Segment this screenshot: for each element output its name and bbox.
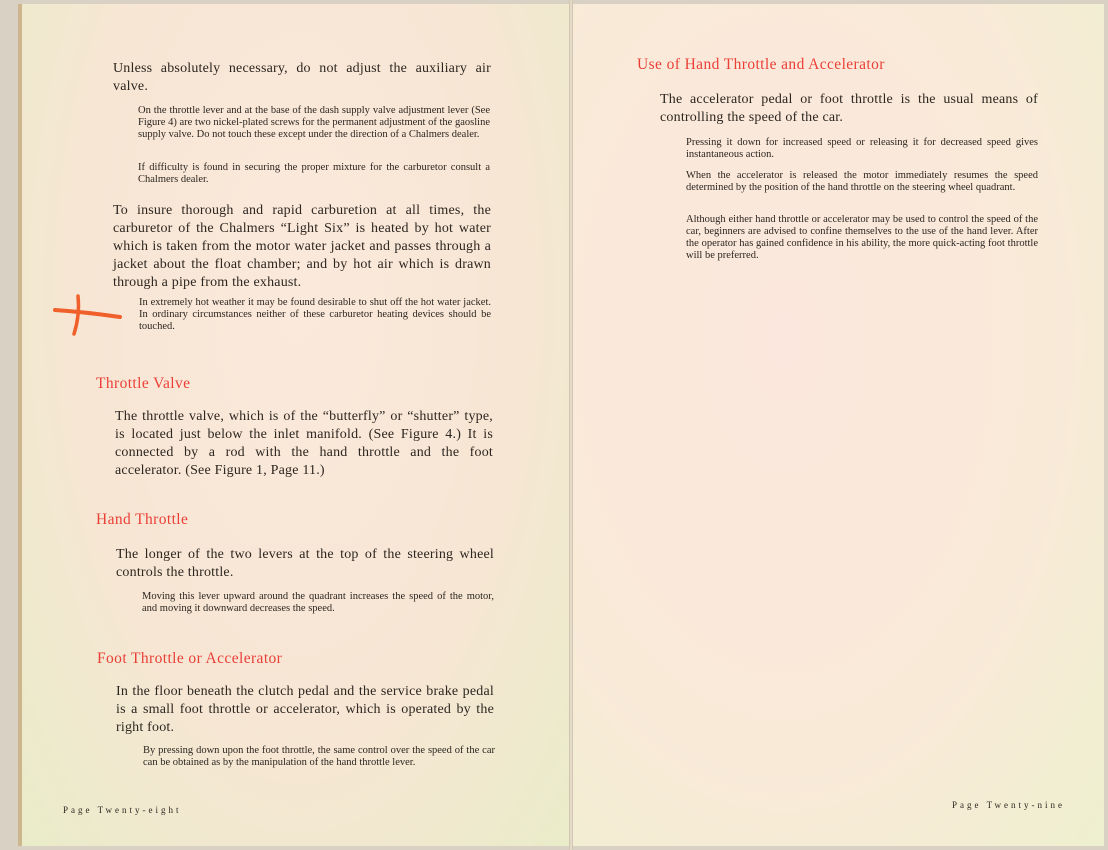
section-heading: Throttle Valve	[96, 375, 191, 392]
note: Moving this lever upward around the quadrant increases the speed of the motor, and moving it downward decreases the speed.	[142, 591, 494, 614]
book-gutter	[569, 0, 573, 850]
section-heading: Hand Throttle	[96, 511, 189, 528]
note: In extremely hot weather it may be found desirable to shut off the hot water jacket. In ordinary circumstances neither of these carburetor heating devices should be touched.	[139, 297, 491, 332]
page-number: Page Twenty-eight	[63, 805, 182, 815]
section-heading: Use of Hand Throttle and Accelerator	[637, 56, 885, 73]
handwritten-cross-mark	[50, 290, 125, 340]
right-page	[571, 4, 1104, 846]
paragraph: The throttle valve, which is of the “butterfly” or “shutter” type, is located just below the inlet manifold. (See Figure 4.) It is connected by a rod with the hand throttle and the foot accelerator. (See Figure 1, Page 11.)	[115, 409, 493, 478]
paragraph: The accelerator pedal or foot throttle is the usual means of controlling the speed of the car.	[660, 92, 1038, 125]
section-heading: Foot Throttle or Accelerator	[97, 650, 283, 667]
note: If difficulty is found in securing the proper mixture for the carburetor consult a Chalmers dealer.	[138, 162, 490, 185]
note: Pressing it down for increased speed or releasing it for decreased speed gives instantaneous action.	[686, 137, 1038, 160]
paragraph: To insure thorough and rapid carburetion at all times, the carburetor of the Chalmers “Light Six” is heated by hot water which is taken from the motor water jacket and passes through a jacket about the float chamber; and by hot air which is drawn through a pipe from the exhaust.	[113, 203, 491, 290]
paragraph: Unless absolutely necessary, do not adjust the auxiliary air valve.	[113, 61, 491, 94]
paragraph: In the floor beneath the clutch pedal and the service brake pedal is a small foot throttle or accelerator, which is operated by the right foot.	[116, 684, 494, 735]
note: By pressing down upon the foot throttle, the same control over the speed of the car can be obtained as by the manipulation of the hand throttle lever.	[143, 745, 495, 768]
page-number: Page Twenty-nine	[952, 800, 1065, 810]
note: When the accelerator is released the motor immediately resumes the speed determined by the position of the hand throttle on the steering wheel quadrant.	[686, 170, 1038, 193]
note: On the throttle lever and at the base of the dash supply valve adjustment lever (See Figure 4) are two nickel-plated screws for the permanent adjustment of the gaosline supply valve. Do not touch these except under the direction of a Chalmers dealer.	[138, 105, 490, 140]
note: Although either hand throttle or accelerator may be used to control the speed of the car, beginners are advised to confine themselves to the use of the hand lever. After the operator has gained confidence in his ability, the more quick-acting foot throttle will be preferred.	[686, 214, 1038, 261]
paragraph: The longer of the two levers at the top of the steering wheel controls the throttle.	[116, 547, 494, 580]
